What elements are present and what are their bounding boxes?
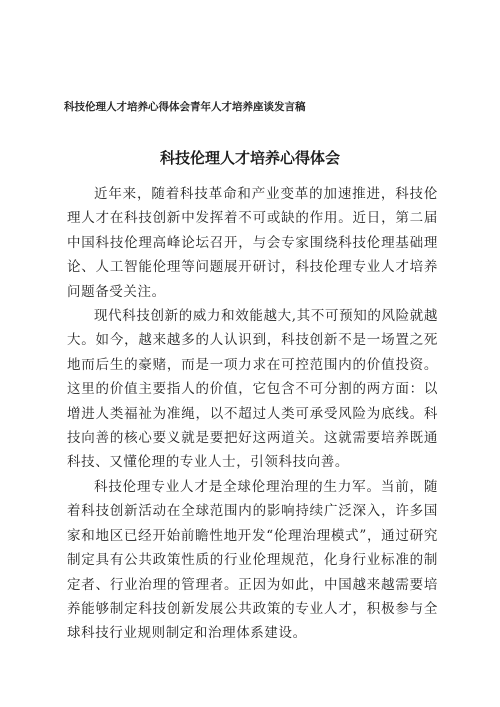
body-paragraph: 现代科技创新的威力和效能越大,其不可预知的风险就越大。如今，越来越多的人认识到，科技创新不是一场置之死地而后生的豪赌，而是一项力求在可控范围内的价值投资。这里的价值主要指人的价值，它包含不可分割的两方面：以增进人类福祉为准绳，以不超过人类可承受风险为底线。科技向善的核心要义就是要把好这两道关。这就需要培养既通科技、又懂伦理的专业人士，引领科技向善。 bbox=[67, 308, 438, 471]
document-header: 科技伦理人才培养心得体会青年人才培养座谈发言稿 bbox=[64, 101, 306, 113]
body-paragraph: 科技伦理专业人才是全球伦理治理的生力军。当前，随着科技创新活动在全球范围内的影响持续广泛深入，许多国家和地区已经开始前瞻性地开发“伦理治理模式”，通过研究制定具有公共政策性质的行业伦理规范，化身行业标准的制定者、行业治理的管理者。正因为如此，中国越来越需要培养能够制定科技创新发展公共政策的专业人才，积极参与全球科技行业规则制定和治理体系建设。 bbox=[67, 478, 438, 642]
body-paragraph: 近年来，随着科技革命和产业变革的加速推进，科技伦理人才在科技创新中发挥着不可或缺的作用。近日，第二届中国科技伦理高峰论坛召开，与会专家围绕科技伦理基础理论、人工智能伦理等问题展开研讨，科技伦理专业人才培养问题备受关注。 bbox=[67, 186, 438, 300]
document-title: 科技伦理人才培养心得体会 bbox=[159, 149, 340, 167]
document-body bbox=[67, 182, 438, 646]
